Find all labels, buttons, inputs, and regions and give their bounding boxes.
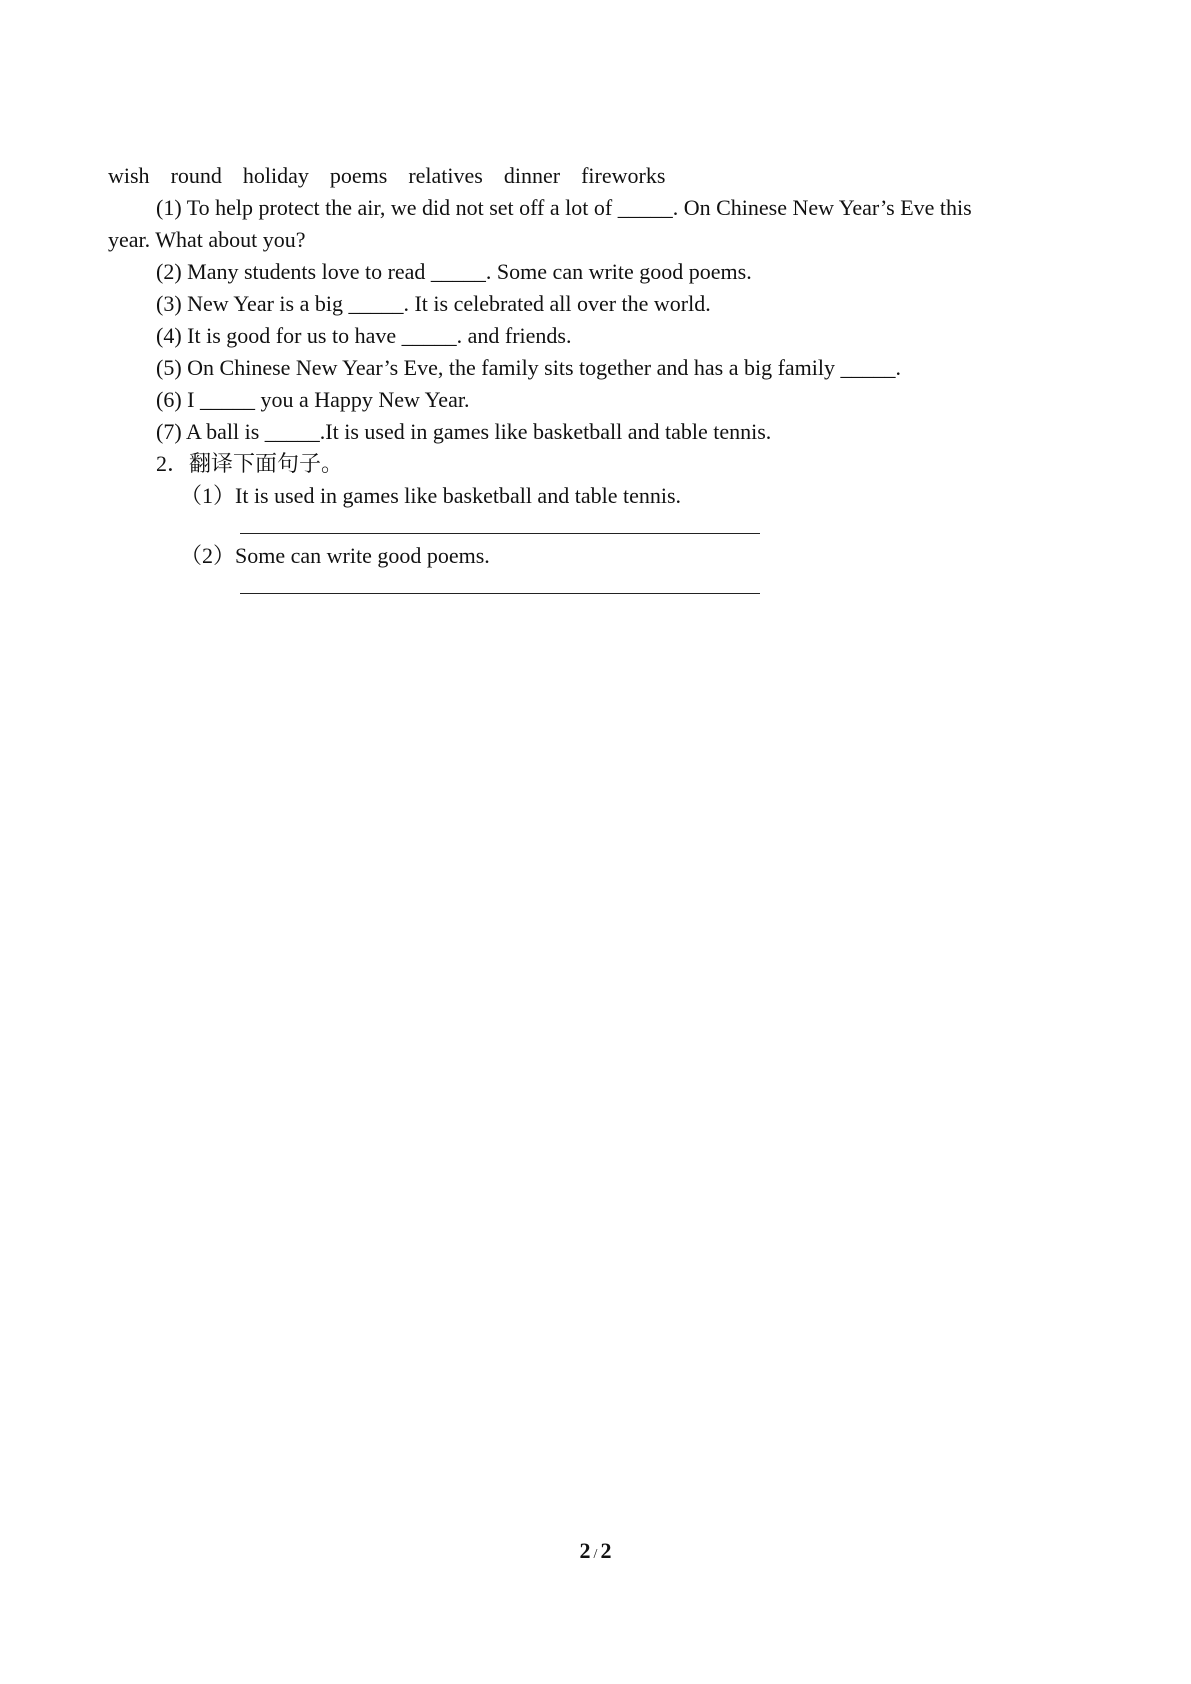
question-1-line-1: (1) To help protect the air, we did not set off a lot of _____. On Chinese New Year’s Eve this xyxy=(156,195,972,220)
page-separator: / xyxy=(593,1547,598,1562)
question-4: (4) It is good for us to have _____. and friends. xyxy=(156,323,572,348)
question-3: (3) New Year is a big _____. It is celebrated all over the world. xyxy=(156,291,711,316)
word-bank-item: wish xyxy=(108,163,150,188)
word-bank-item: relatives xyxy=(408,163,483,188)
word-bank-item: dinner xyxy=(503,163,561,188)
word-bank-item: holiday xyxy=(242,163,309,188)
word-bank-item: round xyxy=(170,163,222,188)
question-1 xyxy=(108,192,1088,256)
page-current: 2 xyxy=(579,1538,591,1563)
section-2-heading: 2．翻译下面句子。 xyxy=(156,451,344,476)
page-number xyxy=(0,1538,1191,1564)
translation-item-2: （2）Some can write good poems. xyxy=(180,543,490,568)
page-total: 2 xyxy=(600,1538,612,1563)
translation-item-1: （1）It is used in games like basketball and table tennis. xyxy=(180,483,682,508)
word-bank-item: poems xyxy=(329,163,388,188)
question-7: (7) A ball is _____.It is used in games like basketball and table tennis. xyxy=(156,419,772,444)
question-1-line-2: year. What about you? xyxy=(108,227,306,252)
word-bank xyxy=(108,160,1088,192)
question-5: (5) On Chinese New Year’s Eve, the family sits together and has a big family _____. xyxy=(156,355,902,380)
exercise-content xyxy=(108,160,1088,600)
question-6: (6) I _____ you a Happy New Year. xyxy=(156,387,470,412)
question-2: (2) Many students love to read _____. Some can write good poems. xyxy=(156,259,752,284)
word-bank-item: fireworks xyxy=(581,163,666,188)
